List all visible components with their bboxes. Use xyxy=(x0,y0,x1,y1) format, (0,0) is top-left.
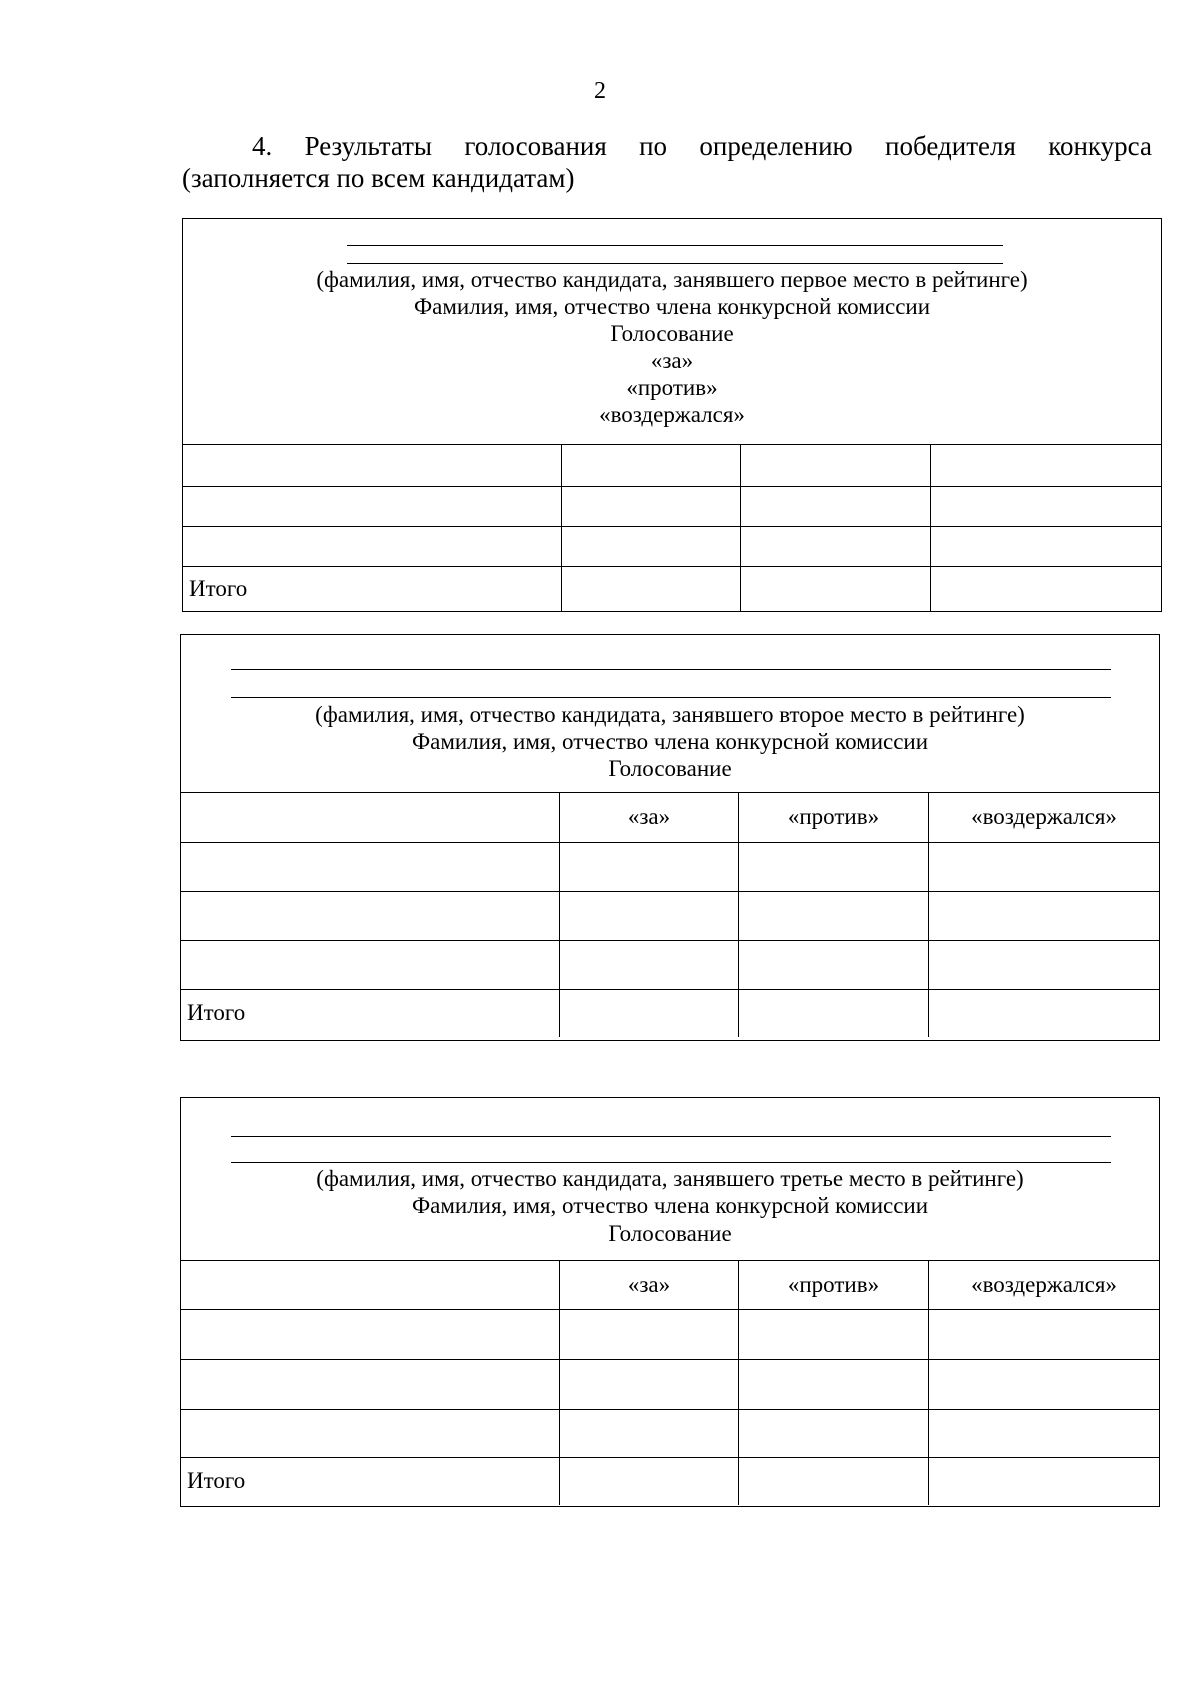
vote-table xyxy=(181,1261,1159,1505)
member-cell[interactable] xyxy=(183,445,562,486)
total-row xyxy=(181,1457,1159,1505)
table-header-row xyxy=(181,793,1159,842)
block-header xyxy=(183,219,1161,445)
for-cell[interactable] xyxy=(560,940,739,989)
abstain-cell[interactable] xyxy=(931,445,1162,486)
total-label: Итого xyxy=(181,1457,560,1505)
member-header-cell xyxy=(181,793,560,842)
abstain-cell[interactable] xyxy=(929,842,1160,891)
for-total-cell[interactable] xyxy=(562,566,741,612)
member-caption: Фамилия, имя, отчество члена конкурсной комиссии xyxy=(411,1193,929,1218)
member-cell[interactable] xyxy=(183,486,562,526)
member-cell[interactable] xyxy=(181,842,560,891)
section-heading xyxy=(182,130,1152,194)
for-cell[interactable] xyxy=(562,526,741,566)
member-cell[interactable] xyxy=(181,1359,560,1409)
vote-block-third-place xyxy=(180,1097,1160,1507)
abstain-cell[interactable] xyxy=(929,1409,1160,1457)
for-cell[interactable] xyxy=(560,1409,739,1457)
abstain-total-cell[interactable] xyxy=(929,1457,1160,1505)
table-row xyxy=(183,486,1161,526)
option-abstain: «воздержался» xyxy=(599,402,745,427)
table-row xyxy=(181,1359,1159,1409)
against-cell[interactable] xyxy=(739,1409,929,1457)
abstain-cell[interactable] xyxy=(929,1309,1160,1359)
table-row xyxy=(183,445,1161,486)
voting-caption: Голосование xyxy=(610,321,734,346)
page-number: 2 xyxy=(594,78,606,104)
member-cell[interactable] xyxy=(181,1309,560,1359)
fill-line xyxy=(231,1162,1111,1163)
table-row xyxy=(181,891,1159,940)
member-cell[interactable] xyxy=(181,1409,560,1457)
column-header-abstain: «воздержался» xyxy=(929,1261,1160,1309)
against-total-cell[interactable] xyxy=(741,566,931,612)
column-header-abstain: «воздержался» xyxy=(929,793,1160,842)
table-header-row xyxy=(181,1261,1159,1309)
column-header-for: «за» xyxy=(560,793,739,842)
member-caption: Фамилия, имя, отчество члена конкурсной комиссии xyxy=(413,294,931,319)
abstain-cell[interactable] xyxy=(931,526,1162,566)
table-row xyxy=(181,1309,1159,1359)
voting-caption: Голосование xyxy=(608,1221,732,1246)
heading-word: 4. xyxy=(252,131,273,161)
abstain-cell[interactable] xyxy=(931,486,1162,526)
fill-line xyxy=(347,245,1003,246)
total-label: Итого xyxy=(181,989,560,1037)
option-against: «против» xyxy=(626,375,718,400)
against-cell[interactable] xyxy=(739,1309,929,1359)
vote-table xyxy=(181,793,1159,1037)
fill-line xyxy=(231,697,1111,698)
member-caption: Фамилия, имя, отчество члена конкурсной комиссии xyxy=(411,729,929,754)
column-header-for: «за» xyxy=(560,1261,739,1309)
member-cell[interactable] xyxy=(181,891,560,940)
against-total-cell[interactable] xyxy=(739,1457,929,1505)
heading-word: конкурса xyxy=(1048,131,1152,161)
fill-line xyxy=(231,1136,1111,1137)
column-header-against: «против» xyxy=(739,1261,929,1309)
against-cell[interactable] xyxy=(739,891,929,940)
fill-line xyxy=(231,669,1111,670)
abstain-cell[interactable] xyxy=(929,891,1160,940)
for-total-cell[interactable] xyxy=(560,1457,739,1505)
member-header-cell xyxy=(181,1261,560,1309)
against-cell[interactable] xyxy=(739,940,929,989)
heading-word: голосования xyxy=(464,131,607,161)
candidate-caption: (фамилия, имя, отчество кандидата, занявшего третье место в рейтинге) xyxy=(316,1166,1024,1191)
abstain-cell[interactable] xyxy=(929,940,1160,989)
for-cell[interactable] xyxy=(560,1309,739,1359)
heading-line-2: (заполняется по всем кандидатам) xyxy=(182,163,575,193)
heading-word: Результаты xyxy=(304,131,433,161)
fill-line xyxy=(347,263,1003,264)
against-cell[interactable] xyxy=(741,445,931,486)
table-row xyxy=(181,842,1159,891)
abstain-total-cell[interactable] xyxy=(931,566,1162,612)
against-total-cell[interactable] xyxy=(739,989,929,1037)
heading-word: победителя xyxy=(885,131,1016,161)
total-label: Итого xyxy=(183,566,562,612)
table-row xyxy=(181,940,1159,989)
against-cell[interactable] xyxy=(741,526,931,566)
for-cell[interactable] xyxy=(562,445,741,486)
option-for: «за» xyxy=(650,348,694,373)
heading-word: по xyxy=(639,131,668,161)
vote-block-first-place xyxy=(182,218,1162,612)
table-row xyxy=(183,526,1161,566)
for-cell[interactable] xyxy=(560,1359,739,1409)
member-cell[interactable] xyxy=(181,940,560,989)
voting-caption: Голосование xyxy=(608,756,732,781)
abstain-total-cell[interactable] xyxy=(929,989,1160,1037)
block-header xyxy=(181,635,1159,793)
vote-table xyxy=(183,445,1161,612)
against-cell[interactable] xyxy=(741,486,931,526)
candidate-caption: (фамилия, имя, отчество кандидата, занявшего первое место в рейтинге) xyxy=(316,267,1028,292)
abstain-cell[interactable] xyxy=(929,1359,1160,1409)
column-header-against: «против» xyxy=(739,793,929,842)
table-row xyxy=(181,1409,1159,1457)
total-row xyxy=(183,566,1161,612)
against-cell[interactable] xyxy=(739,842,929,891)
block-header xyxy=(181,1098,1159,1261)
total-row xyxy=(181,989,1159,1037)
vote-block-second-place xyxy=(180,634,1160,1041)
heading-line-1 xyxy=(182,130,1152,162)
for-total-cell[interactable] xyxy=(560,989,739,1037)
heading-word: определению xyxy=(699,131,853,161)
against-cell[interactable] xyxy=(739,1359,929,1409)
for-cell[interactable] xyxy=(560,891,739,940)
for-cell[interactable] xyxy=(562,486,741,526)
member-cell[interactable] xyxy=(183,526,562,566)
candidate-caption: (фамилия, имя, отчество кандидата, занявшего второе место в рейтинге) xyxy=(315,702,1025,727)
for-cell[interactable] xyxy=(560,842,739,891)
